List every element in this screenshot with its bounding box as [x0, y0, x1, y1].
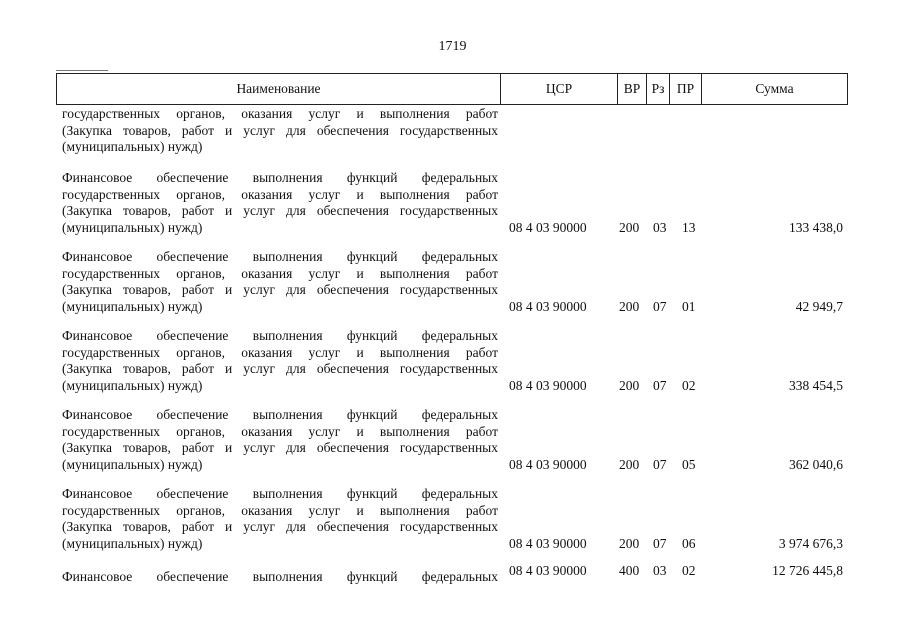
header-name: Наименование [236, 81, 321, 96]
corner-mark [56, 70, 108, 71]
row-name-line: (Закупка товаров, работ и услуг для обеспечения государственных [62, 361, 498, 376]
row-name-line: (Закупка товаров, работ и услуг для обеспечения государственных [62, 282, 498, 297]
row-vr: 200 [619, 535, 640, 551]
row-vr: 200 [619, 219, 640, 235]
row-sum: 12 726 445,8 [772, 563, 843, 578]
row-name-line: Финансовое обеспечение выполнения функций федеральных [62, 569, 498, 584]
row-vr: 200 [619, 298, 640, 314]
row-csr: 08 4 03 90000 [509, 377, 587, 393]
header-vr: ВР [617, 74, 646, 104]
row-name-line: (муниципальных) нужд) [62, 456, 203, 472]
row-name-line: Финансовое обеспечение выполнения функций федеральных [62, 170, 498, 185]
row-pr: 05 [682, 456, 696, 472]
row-csr: 08 4 03 90000 [509, 456, 587, 472]
header-sum: Сумма [701, 74, 847, 104]
row-name-line: Финансовое обеспечение выполнения функций федеральных [62, 249, 498, 264]
row-rz: 07 [653, 298, 667, 314]
row-name-line: (муниципальных) нужд) [62, 298, 203, 314]
continuation-line: государственных органов, оказания услуг и выполнения работ [62, 106, 498, 121]
row-name-line: (муниципальных) нужд) [62, 219, 203, 235]
row-sum: 42 949,7 [795, 298, 843, 314]
table-header [56, 73, 848, 105]
header-csr: ЦСР [500, 74, 617, 104]
row-pr: 02 [682, 563, 696, 578]
row-name-line: (муниципальных) нужд) [62, 377, 203, 393]
row-rz: 07 [653, 377, 667, 393]
row-csr: 08 4 03 90000 [509, 219, 587, 235]
row-name-line: государственных органов, оказания услуг и выполнения работ [62, 186, 498, 202]
row-name-line: (Закупка товаров, работ и услуг для обеспечения государственных [62, 203, 498, 218]
row-pr: 13 [682, 219, 696, 235]
row-name [62, 249, 498, 315]
row-csr: 08 4 03 90000 [509, 298, 587, 314]
row-name [62, 170, 498, 236]
row-vr: 200 [619, 456, 640, 472]
row-name-line: государственных органов, оказания услуг и выполнения работ [62, 423, 498, 439]
continuation-name [62, 106, 498, 156]
row-rz: 07 [653, 535, 667, 551]
row-name-line: государственных органов, оказания услуг и выполнения работ [62, 502, 498, 518]
row-name-line: (Закупка товаров, работ и услуг для обеспечения государственных [62, 440, 498, 455]
row-rz: 03 [653, 219, 667, 235]
row-vr: 400 [619, 563, 640, 578]
header-pr: ПР [669, 74, 701, 104]
row-rz: 07 [653, 456, 667, 472]
row-sum: 362 040,6 [789, 456, 843, 472]
row-name-line: государственных органов, оказания услуг и выполнения работ [62, 344, 498, 360]
row-name [62, 569, 498, 586]
row-name-line: Финансовое обеспечение выполнения функций федеральных [62, 328, 498, 343]
row-name [62, 328, 498, 394]
row-sum: 133 438,0 [789, 219, 843, 235]
row-name-line: (муниципальных) нужд) [62, 535, 203, 551]
row-pr: 02 [682, 377, 696, 393]
row-pr: 06 [682, 535, 696, 551]
row-name [62, 486, 498, 552]
row-name-line: Финансовое обеспечение выполнения функций федеральных [62, 486, 498, 501]
continuation-line: (Закупка товаров, работ и услуг для обеспечения государственных [62, 122, 498, 138]
row-vr: 200 [619, 377, 640, 393]
continuation-line: (муниципальных) нужд) [62, 139, 203, 154]
row-pr: 01 [682, 298, 696, 314]
page-number: 1719 [438, 39, 467, 54]
row-name-line: Финансовое обеспечение выполнения функций федеральных [62, 407, 498, 422]
row-sum: 338 454,5 [789, 377, 843, 393]
row-name-line: (Закупка товаров, работ и услуг для обеспечения государственных [62, 519, 498, 534]
header-rz: Рз [646, 74, 669, 104]
row-sum: 3 974 676,3 [778, 535, 843, 551]
row-name-line: государственных органов, оказания услуг и выполнения работ [62, 265, 498, 281]
row-csr: 08 4 03 90000 [509, 535, 587, 551]
row-rz: 03 [653, 563, 667, 578]
row-csr: 08 4 03 90000 [509, 563, 587, 578]
row-name [62, 407, 498, 473]
